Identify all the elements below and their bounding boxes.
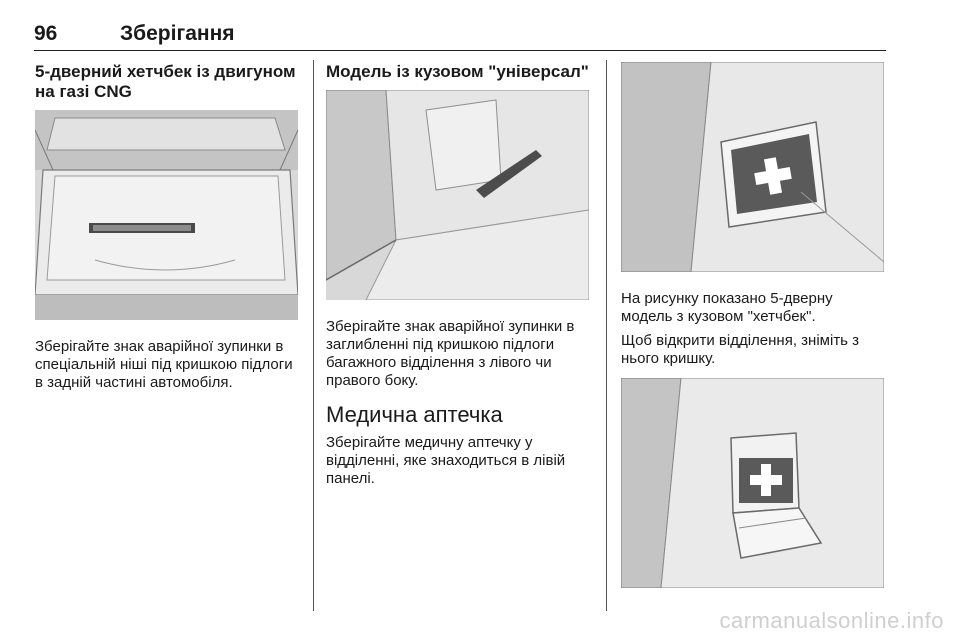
watermark: carmanualsonline.info (719, 608, 944, 633)
first-aid-kit-figure (621, 62, 884, 272)
body-text: Зберігайте знак аварійної зупинки в спеціальній ніші під кришкою підлоги в задній частині автомобіля. (35, 338, 293, 391)
column-divider (313, 60, 314, 611)
header-rule (34, 50, 886, 51)
section-heading: 5-дверний хетчбек із двигуном на газі CNG (35, 62, 296, 101)
running-title: Зберігання (120, 22, 235, 45)
body-text: Зберігайте знак аварійної зупинки в заглибленні під кришкою підлоги багажного відділення з лівого чи правого боку. (326, 318, 575, 389)
trunk-side-recess-figure (326, 90, 589, 300)
trunk-floor-figure (35, 110, 298, 320)
body-text: Щоб відкрити відділення, зніміть з нього кришку. (621, 332, 860, 367)
first-aid-kit-open-figure (621, 378, 884, 588)
page-header (34, 22, 886, 50)
body-text: На рисунку показано 5-дверну модель з кузовом "хетчбек". (621, 290, 833, 325)
column-1 (35, 62, 299, 398)
section-heading: Модель із кузовом "універсал" (326, 62, 589, 81)
body-text: Зберігайте медичну аптечку у відділенні, яке знаходиться в лівій панелі. (326, 434, 566, 487)
page-number: 96 (34, 22, 58, 45)
column-2 (326, 62, 592, 494)
column-3 (621, 62, 886, 588)
column-divider (606, 60, 607, 611)
section-title: Медична аптечка (326, 402, 503, 427)
